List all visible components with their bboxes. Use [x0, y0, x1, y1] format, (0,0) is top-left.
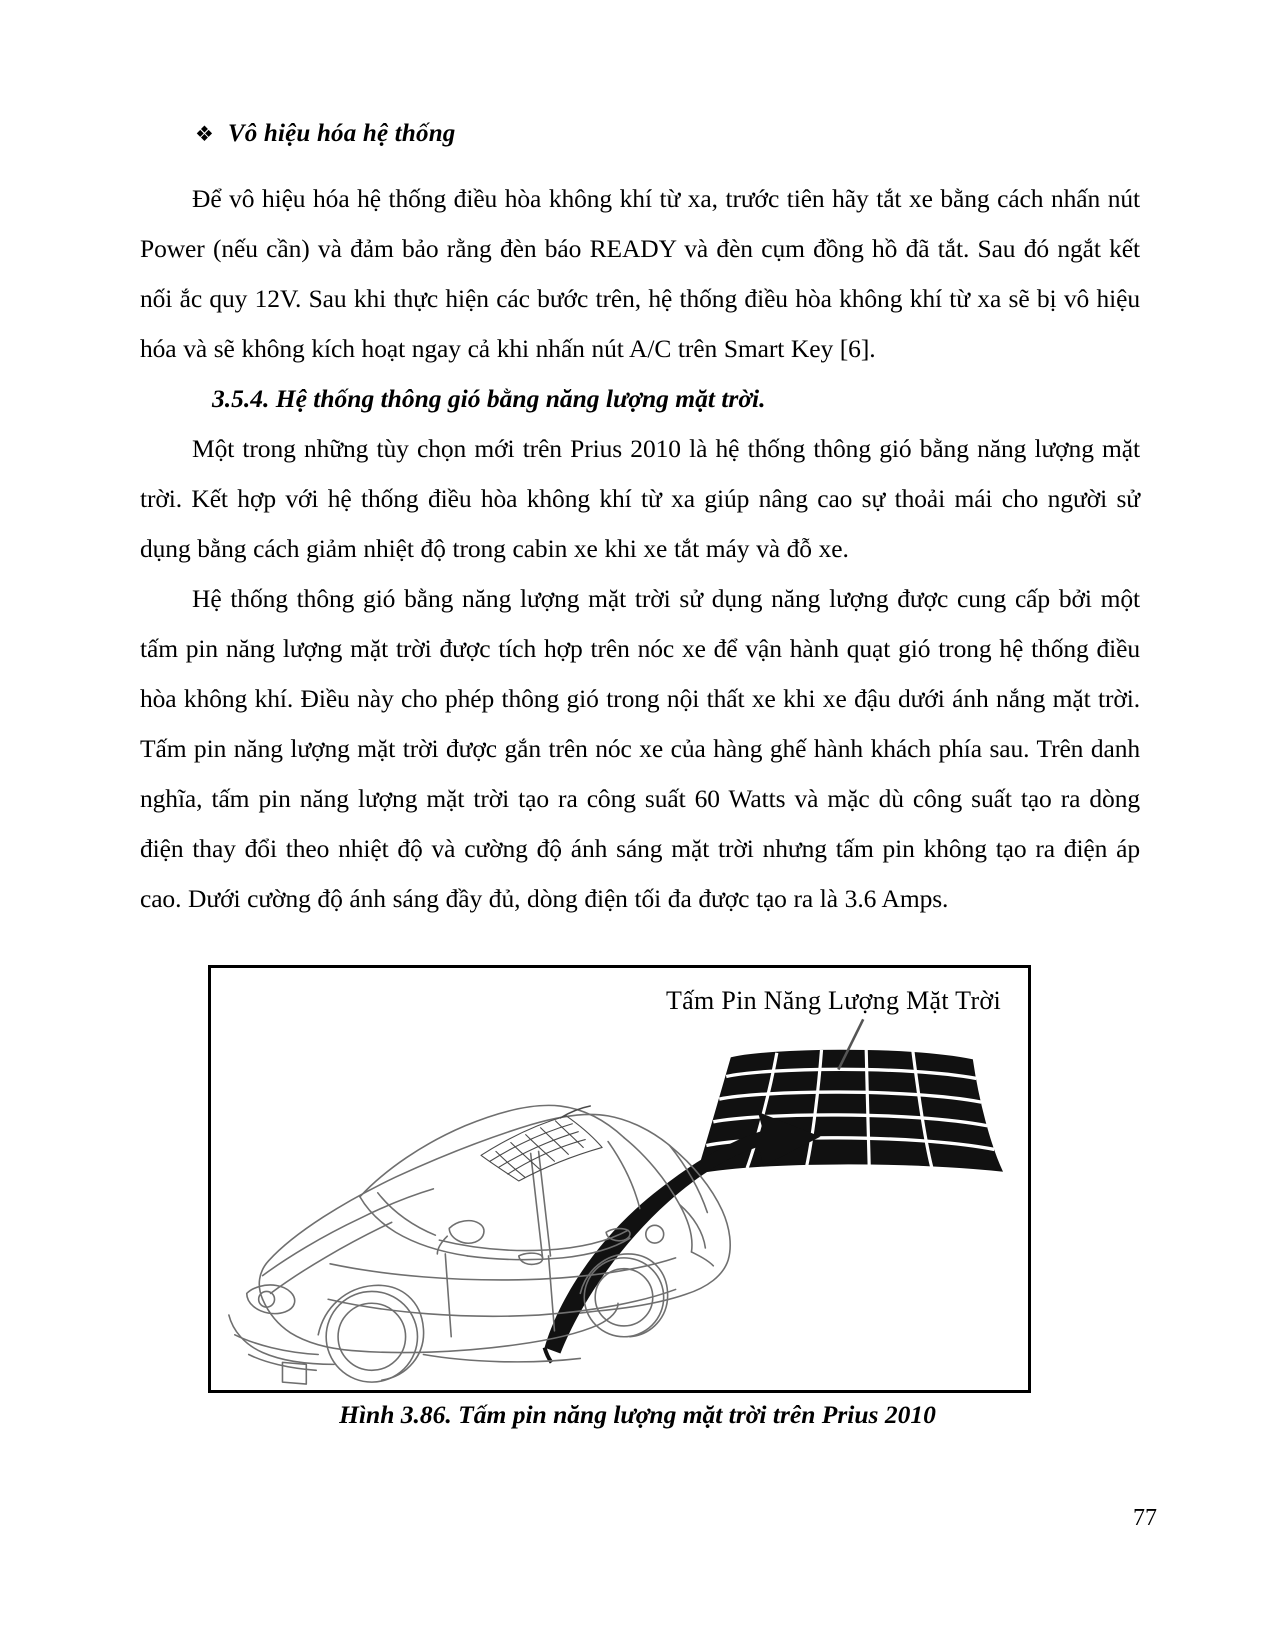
- car-illustration: [229, 1105, 730, 1384]
- page-content: [140, 120, 1140, 924]
- bullet-heading-label: Vô hiệu hóa hệ thống: [227, 120, 456, 147]
- pointer-arrow-icon: [545, 1112, 821, 1362]
- paragraph-2: Một trong những tùy chọn mới trên Prius 2010 là hệ thống thông gió bằng năng lượng mặt trời. Kết hợp với hệ thống điều hòa không khí từ xa giúp nâng cao sự thoải mái cho người sử dụng bằng cách giảm nhiệt độ trong cabin xe khi xe tắt máy và đỗ xe.: [140, 434, 1140, 563]
- bullet-heading: [195, 120, 1140, 148]
- section-sub-heading: 3.5.4. Hệ thống thông gió bằng năng lượng mặt trời.: [212, 384, 766, 413]
- paragraph-1: Để vô hiệu hóa hệ thống điều hòa không khí từ xa, trước tiên hãy tắt xe bằng cách nhấn nút Power (nếu cần) và đảm bảo rằng đèn báo READY và đèn cụm đồng hồ đã tắt. Sau đó ngắt kết nối ắc quy 12V. Sau khi thực hiện các bước trên, hệ thống điều hòa không khí từ xa sẽ bị vô hiệu hóa và sẽ không kích hoạt ngay cả khi nhấn nút A/C trên Smart Key [6].: [140, 184, 1140, 363]
- page-number: 77: [1133, 1505, 1157, 1531]
- solar-panel-label: Tấm Pin Năng Lượng Mặt Trời: [666, 986, 1001, 1015]
- figure-illustration: [211, 968, 1028, 1390]
- figure-caption: Hình 3.86. Tấm pin năng lượng mặt trời trên Prius 2010: [339, 1400, 936, 1429]
- paragraph-3: Hệ thống thông gió bằng năng lượng mặt trời sử dụng năng lượng được cung cấp bởi một tấm pin năng lượng mặt trời được tích hợp trên nóc xe để vận hành quạt gió trong hệ thống điều hòa không khí. Điều này cho phép thông gió trong nội thất xe khi xe đậu dưới ánh nắng mặt trời. Tấm pin năng lượng mặt trời được gắn trên nóc xe của hàng ghế hành khách phía sau. Trên danh nghĩa, tấm pin năng lượng mặt trời tạo ra công suất 60 Watts và mặc dù công suất tạo ra dòng điện thay đổi theo nhiệt độ và cường độ ánh sáng mặt trời nhưng tấm pin không tạo ra điện áp cao. Dưới cường độ ánh sáng đầy đủ, dòng điện tối đa được tạo ra là 3.6 Amps.: [140, 584, 1140, 913]
- diamond-bullet-icon: ❖: [195, 122, 214, 146]
- figure-box: [208, 965, 1031, 1393]
